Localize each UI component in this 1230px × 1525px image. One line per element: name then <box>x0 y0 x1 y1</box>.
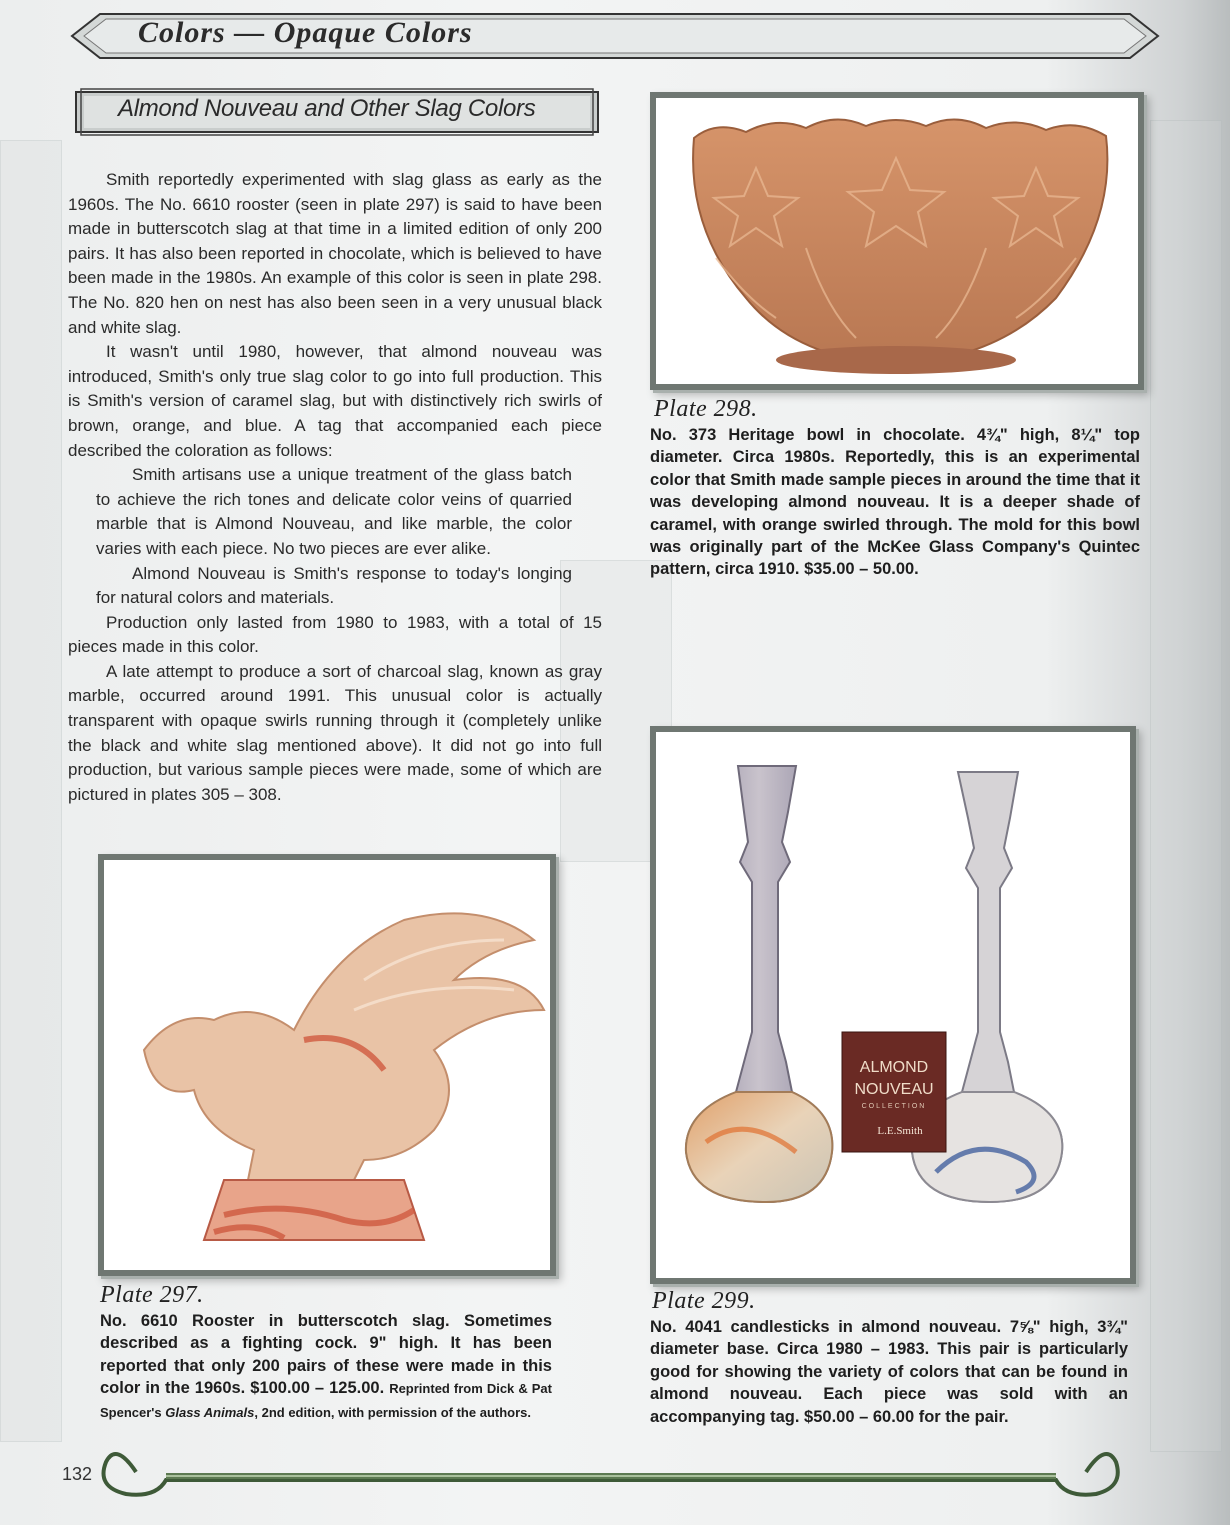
plate-297-label: Plate 297. <box>100 1282 204 1308</box>
svg-text:COLLECTION: COLLECTION <box>861 1103 927 1110</box>
plate-297-photo <box>98 854 556 1276</box>
plate-297-caption-text: No. 6610 Rooster in butterscotch slag. Sometimes described as a fighting cock. 9" high. It has been reported that only 200 pairs of these were made in this color in the 1960s. $100.00 – 125.00. <box>100 1312 552 1398</box>
section-title: Almond Nouveau and Other Slag Colors <box>118 95 536 122</box>
plate-297-caption <box>100 1310 552 1424</box>
background-ghost-left <box>0 140 62 1442</box>
almond-nouveau-tag <box>842 1032 946 1152</box>
tag-quote: Almond Nouveau is Smith's response to today's longing for natural colors and materials. <box>96 563 572 608</box>
tag-quote: Smith artisans use a unique treatment of the glass batch to achieve the rich tones and delicate color veins of quarried marble that is Almond Nouveau, and like marble, the color varies with each piece. No two pieces are ever alike. <box>96 465 572 558</box>
svg-text:L.E.Smith: L.E.Smith <box>877 1125 923 1137</box>
rooster-image <box>104 860 550 1270</box>
background-ghost-right <box>1150 120 1222 1452</box>
body-paragraph: A late attempt to produce a sort of charcoal slag, known as gray marble, occurred around 1991. This unusual color is actually transparent with opaque swirls running through it (completely unlike the black and white slag mentioned above). It did not go into full production, but various sample pieces were made, some of which are pictured in plates 305 – 308. <box>68 661 602 804</box>
plate-297-credit: Reprinted from Dick & Pat Spencer's Glass Animals, 2nd edition, with permission of the authors. <box>100 1381 552 1420</box>
body-paragraph: Smith reportedly experimented with slag glass as early as the 1960s. The No. 6610 rooster (seen in plate 297) is said to have been made in butterscotch slag at that time in a limited edition of only 200 pairs. It has also been reported in chocolate, which is believed to have been made in the 1980s. An example of this color is seen in plate 298. The No. 820 hen on nest has also been seen in a very unusual black and white slag. <box>68 170 602 337</box>
page-number: 132 <box>62 1464 93 1484</box>
body-paragraph: Production only lasted from 1980 to 1983, with a total of 15 pieces made in this color. <box>68 612 602 657</box>
footer-ornament <box>96 1432 1126 1512</box>
candlesticks-image <box>656 732 1130 1278</box>
plate-298-caption: No. 373 Heritage bowl in chocolate. 4¾" high, 8¼" top diameter. Circa 1980s. Reportedly, this is an experimental color that Smith made sample pieces in around the time that it was developing almond nouveau. It is a deeper shade of caramel, with orange swirled through. The mold for this bowl was originally part of the McKee Glass Company's Quintec pattern, circa 1910. $35.00 – 50.00. <box>650 426 1140 579</box>
svg-text:NOUVEAU: NOUVEAU <box>854 1081 934 1098</box>
body-text <box>68 168 602 807</box>
plate-299-photo <box>650 726 1136 1284</box>
svg-text:ALMOND: ALMOND <box>859 1059 929 1076</box>
page-header-title: Colors — Opaque Colors <box>138 16 473 49</box>
plate-299-caption: No. 4041 candlesticks in almond nouveau. 7⅝" high, 3¾" diameter base. Circa 1980 – 1983. This pair is particularly good for showing the variety of colors that can be found in almond nouveau. Each piece was sold with an accompanying tag. $50.00 – 60.00 for the pair. <box>650 1318 1128 1426</box>
plate-298-label: Plate 298. <box>654 396 758 422</box>
body-paragraph: It wasn't until 1980, however, that almond nouveau was introduced, Smith's only true slag color to go into full production. This is Smith's version of caramel slag, but with distinctively rich swirls of brown, orange, and blue. A tag that accompanied each piece described the coloration as follows: <box>68 342 602 460</box>
plate-298-photo <box>650 92 1144 390</box>
plate-299-label: Plate 299. <box>652 1288 756 1314</box>
bowl-image <box>656 98 1138 384</box>
